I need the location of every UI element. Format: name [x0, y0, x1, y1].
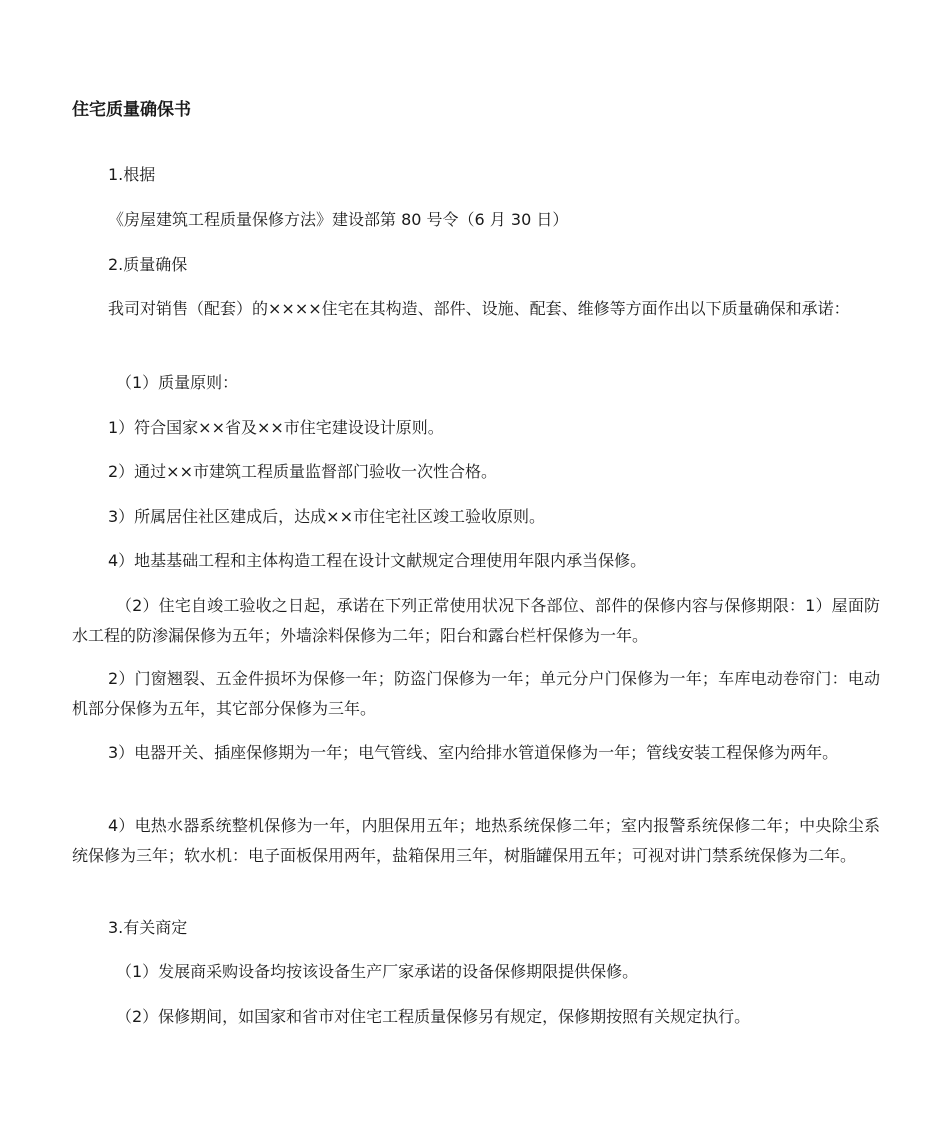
list-item-standard-3: 3）所属居住社区建成后，达成××市住宅社区竣工验收原则。: [108, 507, 545, 526]
list-item-standard-4: 4）地基基础工程和主体构造工程在设计文献规定合理使用年限内承当保修。: [108, 551, 647, 570]
list-item-agreement-2: （2）保修期间，如国家和省市对住宅工程质量保修另有规定，保修期按照有关规定执行。: [116, 1007, 751, 1026]
list-item-warranty-2: 2）门窗翘裂、五金件损坏为保修一年；防盗门保修为一年；单元分户门保修为一年；车库电动卷帘门：电动机部分保修为五年，其它部分保修为三年。: [72, 669, 880, 718]
paragraph-warranty-terms: （2）住宅自竣工验收之日起，承诺在下列正常使用状况下各部位、部件的保修内容与保修期限：1）屋面防水工程的防渗漏保修为五年；外墙涂料保修为二年；阳台和露台栏杆保修为一年。: [72, 596, 880, 645]
document-title: 住宅质量确保书: [72, 100, 191, 120]
list-item-standard-1: 1）符合国家××省及××市住宅建设设计原则。: [108, 418, 444, 437]
list-item-warranty-3: 3）电器开关、插座保修期为一年；电气管线、室内给排水管道保修为一年；管线安装工程保修为两年。: [108, 743, 839, 762]
paragraph-commitment: 我司对销售（配套）的××××住宅在其构造、部件、设施、配套、维修等方面作出以下质量确保和承诺：: [108, 299, 850, 318]
section-heading-basis: 1.根据: [108, 165, 156, 184]
section-heading-quality: 2.质量确保: [108, 255, 188, 274]
section-heading-agreements: 3.有关商定: [108, 918, 188, 937]
list-item-agreement-1: （1）发展商采购设备均按该设备生产厂家承诺的设备保修期限提供保修。: [116, 962, 639, 981]
paragraph-standards-heading: （1）质量原则：: [116, 373, 239, 392]
list-item-warranty-4: 4）电热水器系统整机保修为一年，内胆保用五年；地热系统保修二年；室内报警系统保修二年；中央除尘系统保修为三年；软水机：电子面板保用两年，盐箱保用三年，树脂罐保用五年；可视对讲门禁系统保修为二年。: [72, 816, 880, 865]
list-item-standard-2: 2）通过××市建筑工程质量监督部门验收一次性合格。: [108, 462, 497, 481]
paragraph-regulation: 《房屋建筑工程质量保修方法》建设部第 80 号令（6 月 30 日）: [108, 210, 569, 229]
